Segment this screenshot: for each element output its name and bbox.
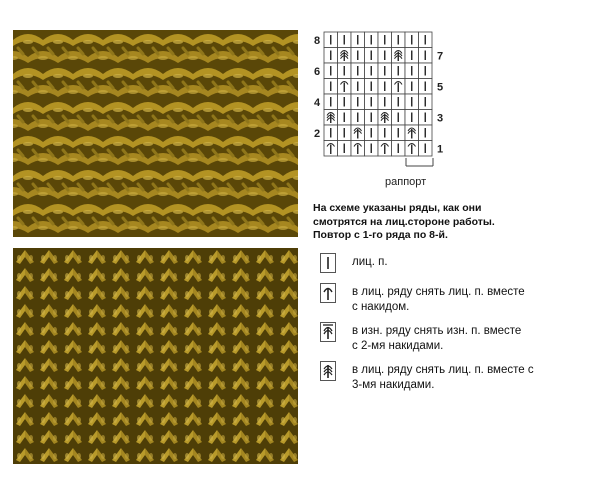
legend-label-slip-two-line1: в изн. ряду снять изн. п. вместе — [352, 325, 522, 337]
chart-cell — [405, 48, 419, 64]
legend-label-slip-two-line2: с 2-мя накидами. — [352, 340, 444, 352]
chart-cell — [338, 63, 352, 79]
row-label-left: 2 — [314, 127, 321, 140]
chart-cell — [365, 125, 379, 141]
stitch-chart — [310, 28, 470, 198]
chart-cell — [405, 141, 419, 157]
chart-cell — [324, 94, 338, 110]
chart-cell — [365, 94, 379, 110]
chart-cell — [365, 79, 379, 95]
chart-cell — [324, 125, 338, 141]
row-label-right: 5 — [437, 81, 444, 94]
chart-cell — [338, 141, 352, 157]
chart-cell — [338, 110, 352, 126]
chart-cell — [392, 141, 406, 157]
chart-cell — [405, 79, 419, 95]
chart-cell — [324, 48, 338, 64]
chart-cell — [351, 32, 365, 48]
knitted-sample-photo-top — [13, 30, 298, 237]
chart-cell — [378, 110, 392, 126]
slip-one-yarnover-icon — [320, 283, 336, 303]
legend-label-slip-one-line1: в лиц. ряду снять лиц. п. вместе — [352, 286, 525, 298]
legend-label-knit: лиц. п. — [352, 256, 388, 268]
chart-cell — [324, 32, 338, 48]
chart-cell — [351, 63, 365, 79]
chart-cell — [351, 141, 365, 157]
row-label-left: 6 — [314, 65, 321, 78]
chart-cell — [419, 125, 433, 141]
chart-cell — [324, 141, 338, 157]
chart-cell — [405, 110, 419, 126]
rapport-label: раппорт — [385, 176, 427, 188]
chart-cell — [378, 32, 392, 48]
row-label-right: 1 — [437, 143, 444, 156]
chart-cell — [419, 79, 433, 95]
chart-cell — [378, 94, 392, 110]
knitted-sample-photo-bottom — [13, 248, 298, 464]
slip-three-yarnovers-icon — [320, 361, 336, 381]
chart-cell — [378, 79, 392, 95]
chart-note — [313, 202, 553, 243]
chart-cell — [351, 110, 365, 126]
chart-cell — [419, 63, 433, 79]
knit-stitch-icon — [320, 253, 336, 273]
chart-cell — [419, 141, 433, 157]
chart-cell — [419, 48, 433, 64]
row-label-left: 8 — [314, 34, 321, 47]
chart-cell — [392, 63, 406, 79]
row-label-left: 4 — [314, 96, 321, 109]
chart-cell — [351, 94, 365, 110]
chart-cell — [405, 94, 419, 110]
legend-label-slip-three-line1: в лиц. ряду снять лиц. п. вместе с — [352, 364, 534, 376]
chart-cell — [351, 48, 365, 64]
chart-cell — [378, 125, 392, 141]
chart-cell — [419, 94, 433, 110]
legend-label-slip-three-line2: 3-мя накидами. — [352, 379, 435, 391]
chart-cell — [338, 48, 352, 64]
chart-cell — [392, 48, 406, 64]
chart-cell — [405, 125, 419, 141]
chart-cell — [378, 63, 392, 79]
chart-cell — [392, 110, 406, 126]
legend-label-slip-one-line2: с накидом. — [352, 301, 410, 313]
row-label-right: 7 — [437, 50, 444, 63]
chart-cell — [365, 48, 379, 64]
rapport-bracket — [406, 158, 433, 166]
chart-cell — [392, 32, 406, 48]
note-line-1: На схеме указаны ряды, как они — [313, 202, 482, 214]
chart-cell — [392, 94, 406, 110]
chart-cell — [419, 32, 433, 48]
chart-cell — [338, 79, 352, 95]
chart-cell — [324, 79, 338, 95]
chart-cell — [324, 110, 338, 126]
chart-cell — [324, 63, 338, 79]
chart-cell — [351, 125, 365, 141]
chart-cell — [392, 79, 406, 95]
note-line-3: Повтор с 1-го ряда по 8-й. — [313, 229, 448, 241]
chart-cell — [365, 32, 379, 48]
chart-cell — [405, 32, 419, 48]
note-line-2: смотрятся на лиц.стороне работы. — [313, 215, 495, 228]
chart-cell — [365, 141, 379, 157]
chart-cell — [365, 110, 379, 126]
chart-cell — [378, 48, 392, 64]
chart-cell — [392, 125, 406, 141]
chart-cell — [351, 79, 365, 95]
chart-cell — [338, 125, 352, 141]
row-label-right: 3 — [437, 112, 444, 125]
chart-cell — [338, 94, 352, 110]
chart-cell — [419, 110, 433, 126]
chart-cell — [378, 141, 392, 157]
slip-two-yarnovers-icon — [320, 322, 336, 342]
chart-cell — [365, 63, 379, 79]
chart-cell — [405, 63, 419, 79]
chart-cell — [338, 32, 352, 48]
